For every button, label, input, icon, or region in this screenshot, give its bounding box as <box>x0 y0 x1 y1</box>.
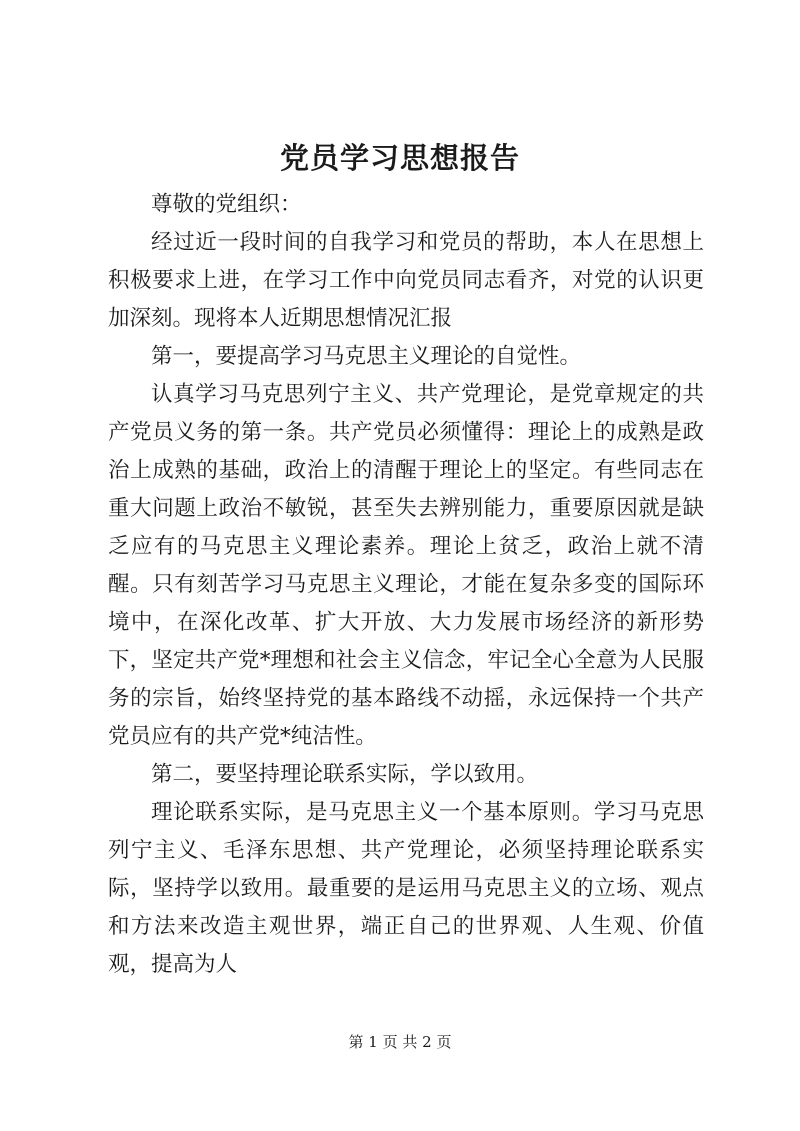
page-footer: 第 1 页 共 2 页 <box>348 1033 452 1051</box>
paragraph-point-one: 认真学习马克思列宁主义、共产党理论，是党章规定的共产党员义务的第一条。共产党员必须懂得：理论上的成熟是政治上成熟的基础，政治上的清醒于理论上的坚定。有些同志在重大问题上政治不敏锐，甚至失去辨别能力，重要原因就是缺乏应有的马克思主义理论素养。理论上贫乏，政治上就不清醒。只有刻苦学习马克思主义理论，才能在复杂多变的国际环境中，在深化改革、扩大开放、大力发展市场经济的新形势下，坚定共产党*理想和社会主义信念，牢记全心全意为人民服务的宗旨，始终坚持党的基本路线不动摇，永远保持一个共产党员应有的共产党*纯洁性。 <box>108 382 704 749</box>
paragraph-point-two: 理论联系实际，是马克思主义一个基本原则。学习马克思列宁主义、毛泽东思想、共产党理论，必须坚持理论联系实际，坚持学以致用。最重要的是运用马克思主义的立场、观点和方法来改造主观世界，端正自己的世界观、人生观、价值观，提高为人 <box>108 800 704 977</box>
paragraph-intro: 经过近一段时间的自我学习和党员的帮助，本人在思想上积极要求上进，在学习工作中向党员同志看齐，对党的认识更加深刻。现将本人近期思想情况汇报 <box>108 230 704 331</box>
page-title: 党员学习思想报告 <box>279 141 520 175</box>
heading-point-one: 第一，要提高学习马克思主义理论的自觉性。 <box>151 344 582 369</box>
salutation: 尊敬的党组织： <box>151 192 302 217</box>
heading-point-two: 第二，要坚持理论联系实际，学以致用。 <box>151 762 539 787</box>
document-body <box>108 186 704 984</box>
